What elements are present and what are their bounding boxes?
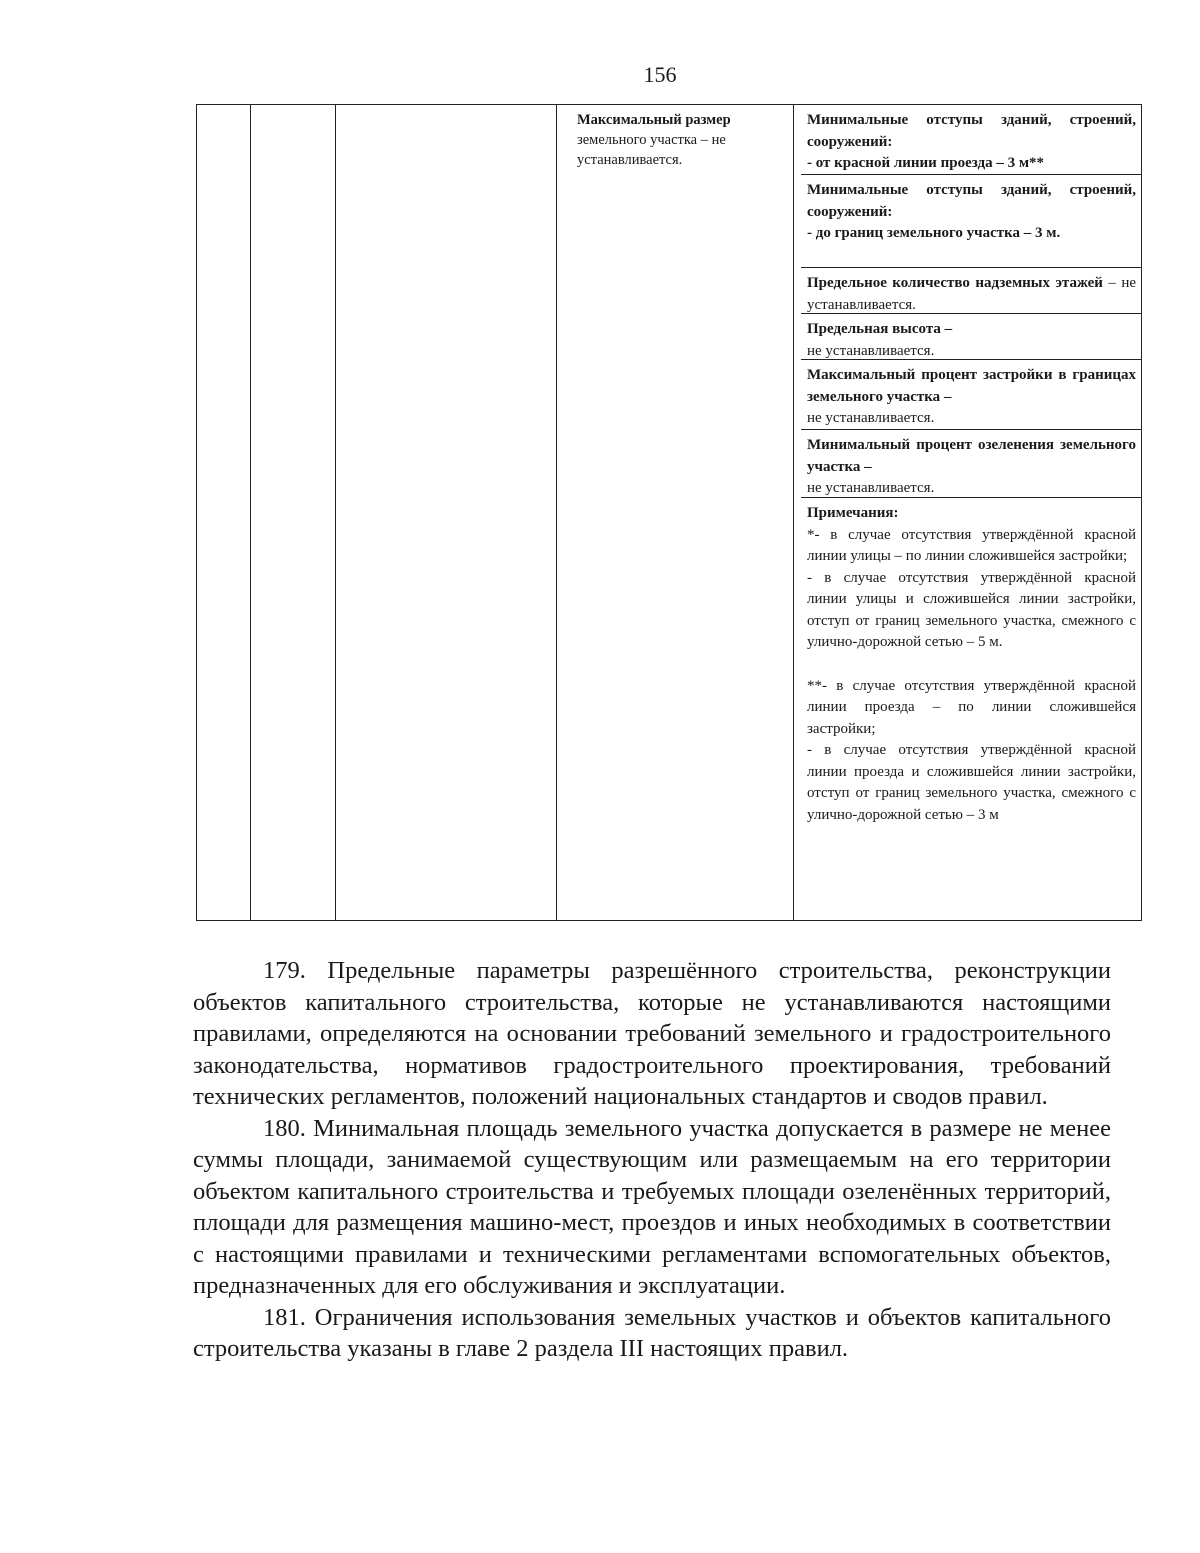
max-plot-size-text — [577, 110, 791, 170]
cell-label: Минимальный процент озеленения земельного участка – — [807, 437, 1136, 475]
table-cell-floors — [801, 268, 1141, 314]
cell-value: не устанавливается. — [807, 410, 935, 426]
cell-value: не устанавливается. — [807, 480, 935, 496]
table-cell-building-percent — [801, 360, 1141, 430]
note-text: **- в случае отсутствия утверждённой красной линии проезда – по линии сложившейся застройки; — [807, 677, 1136, 737]
cell-label: Предельное количество надземных этажей — [807, 275, 1103, 291]
cell-label: Максимальный процент застройки в границах земельного участка – — [807, 367, 1136, 405]
paragraph-180: 180. Минимальная площадь земельного участка допускается в размере не менее суммы площади, занимаемой существующим или размещаемым на его территории объектом капитального строительства и требуемых площади озеленённых территорий, площади для размещения машино-мест, проездов и иных необходимых в соответствии с настоящими правилами и техническими регламентами вспомогательных объектов, предназначенных для его обслуживания и эксплуатации. — [193, 1114, 1111, 1299]
table-column-divider — [556, 105, 557, 920]
table-column-divider — [335, 105, 336, 920]
note-text: - в случае отсутствия утверждённой красной линии проезда и сложившейся линии застройки, отступ от границ земельного участка, смежного с улично-дорожной сетью – 3 м — [807, 742, 1136, 823]
cell-value: - до границ земельного участка – 3 м. — [807, 225, 1061, 241]
table-cell-setback-red-line — [801, 105, 1141, 175]
cell-label: Предельная высота – — [807, 321, 953, 337]
cell-label: Минимальные отступы зданий, строений, сооружений: — [807, 182, 1136, 220]
parameters-column — [801, 105, 1141, 828]
table-cell-notes — [801, 498, 1141, 828]
cell-value: не устанавливается. — [807, 342, 935, 359]
table-column-divider — [793, 105, 794, 920]
table-cell-setback-plot-border — [801, 175, 1141, 268]
notes-title: Примечания: — [807, 505, 899, 521]
cell-label: Минимальные отступы зданий, строений, сооружений: — [807, 112, 1136, 150]
table-cell-height — [801, 314, 1141, 360]
max-plot-size-value: земельного участка – не устанавливается. — [577, 132, 726, 168]
regulations-table — [196, 104, 1142, 921]
body-text — [193, 955, 1111, 1365]
paragraph-181: 181. Ограничения использования земельных участков и объектов капитального строительства указаны в главе 2 раздела III настоящих правил. — [193, 1303, 1111, 1362]
paragraph-179: 179. Предельные параметры разрешённого строительства, реконструкции объектов капитального строительства, которые не устанавливаются настоящими правилами, определяются на основании требований земельного и градостроительного законодательства, нормативов градостроительного проектирования, требований технических регламентов, положений национальных стандартов и сводов правил. — [193, 957, 1111, 1110]
table-cell-greenery-percent — [801, 430, 1141, 498]
table-column-divider — [250, 105, 251, 920]
cell-value: - от красной линии проезда – 3 м** — [807, 155, 1045, 171]
note-text: - в случае отсутствия утверждённой красной линии улицы и сложившейся линии застройки, отступ от границ земельного участка, смежного с улично-дорожной сетью – 5 м. — [807, 569, 1136, 650]
page-number: 156 — [643, 62, 677, 87]
max-plot-size-label: Максимальный размер — [577, 112, 731, 128]
note-text: *- в случае отсутствия утверждённой красной линии улицы – по линии сложившейся застройки; — [807, 526, 1136, 564]
cell-value: – не устанавливается. — [807, 275, 1137, 313]
